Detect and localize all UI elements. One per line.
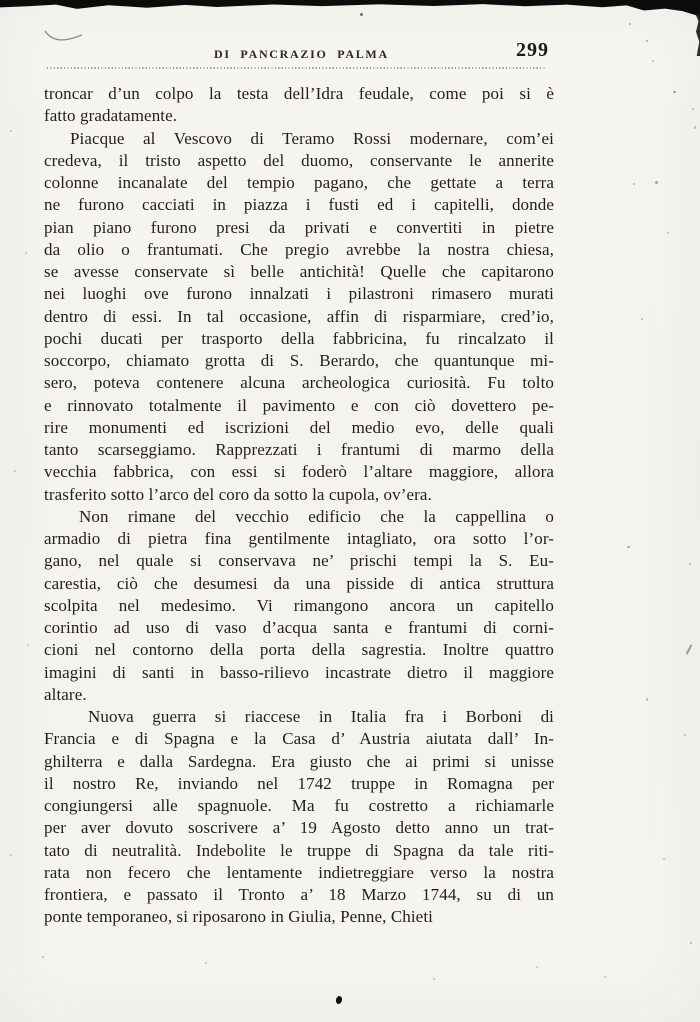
scan-artifact-top-bar (0, 0, 700, 18)
text-line: tanto scarseggiamo. Rapprezzati i frantumi di marmo della (44, 440, 554, 459)
scan-speck (360, 13, 363, 16)
text-line: gano, nel quale si conservava ne’ prischi tempi la S. Eu- (44, 551, 554, 571)
scan-speck (604, 976, 606, 978)
text-line: fatto gradatamente. (44, 106, 178, 126)
text-line: soccorpo, chiamato grotta di S. Berardo, che quantunque mi- (44, 351, 554, 370)
text-line: rata non fecero che lentamente indietreggiare verso la nostra (44, 862, 554, 882)
scan-speck (655, 181, 658, 184)
scan-speck (692, 108, 694, 110)
scan-speck (536, 966, 538, 968)
scan-speck (42, 956, 44, 958)
text-line: rire monumenti ed iscrizioni del medio evo, delle quali (44, 417, 554, 437)
text-line: corintio ad uso di vaso d’acqua santa e frantumi di corni- (44, 618, 554, 637)
text-line: carestia, ciò che desumesi da una pisside di antica struttura (44, 573, 554, 593)
scan-speck (673, 91, 676, 93)
text-line: se avesse conservate sì belle antichità! Quelle che capitarono (44, 262, 554, 281)
scan-speck (694, 126, 696, 129)
text-line: nei luoghi ove furono innalzati i pilastroni rimasero murati (44, 284, 554, 304)
page-number: 299 (516, 39, 549, 61)
text-line: ne furono cacciati in piazza i fusti ed i capitelli, donde (44, 195, 554, 215)
scan-speck (627, 546, 630, 548)
ink-dot-speck (335, 995, 343, 1004)
text-line: cioni nel contorno della porta della sagrestia. Inoltre quattro (44, 640, 554, 660)
header-dotted-rule (47, 67, 546, 69)
scan-scratch (686, 644, 693, 655)
scan-speck (690, 942, 692, 944)
running-title: DI PANCRAZIO PALMA (214, 47, 389, 61)
text-line: pochi ducati per trasporto della fabbricina, fu rincalzato il (44, 328, 554, 348)
text-line: scolpita nel medesimo. Vi rimangono ancora un capitello (44, 595, 554, 615)
scan-speck (689, 563, 691, 565)
paragraph (44, 706, 554, 929)
scan-speck (641, 318, 643, 320)
text-line: troncar d’un colpo la testa dell’Idra feudale, come poi si è (44, 84, 554, 103)
scan-artifact-right-edge (695, 14, 700, 56)
text-line: congiungersi alle spagnuole. Ma fu costretto a richiamarle (44, 796, 554, 815)
scan-speck (652, 60, 654, 62)
text-line: Piacque al Vescovo di Teramo Rossi modernare, com’ei (70, 128, 554, 148)
text-line: da olio o frantumati. Che pregio avrebbe la nostra chiesa, (44, 239, 554, 259)
text-line: vecchia fabbrica, con essi si foderò l’altare maggiore, allora (44, 462, 554, 482)
text-line: e rinnovato totalmente il pavimento e con ciò dovettero pe- (44, 395, 554, 415)
text-line: altare. (44, 684, 87, 704)
scan-speck (633, 183, 635, 185)
paragraph (44, 83, 554, 128)
text-line: ponte temporaneo, si riposarono in Giulia, Penne, Chieti (44, 907, 433, 927)
scan-speck (205, 962, 207, 964)
scan-speck (25, 252, 27, 254)
text-line: Francia e di Spagna e la Casa d’ Austria aiutata dall’ In- (44, 729, 554, 749)
scan-speck (629, 23, 631, 25)
text-line: colonne incanalate del tempio pagano, che gettate a terra (44, 173, 554, 192)
text-line: Nuova guerra si riaccese in Italia fra i Borboni di (88, 707, 554, 726)
text-line: dentro di essi. In tal occasione, affin di risparmiare, cred’io, (44, 306, 554, 326)
scan-speck (684, 734, 686, 736)
paragraph (44, 128, 554, 506)
text-line: trasferito sotto l’arco del coro da sotto la cupola, ov’era. (44, 484, 432, 504)
text-line: sero, poteva contenere alcuna archeologica curiosità. Fu tolto (44, 373, 554, 393)
scan-speck (667, 232, 669, 234)
text-line: tato di neutralità. Indebolite le truppe di Spagna da tale riti- (44, 840, 554, 860)
text-line: armadio di pietra fina gentilmente intagliato, ora sotto l’or- (44, 529, 554, 548)
scan-speck (433, 978, 435, 980)
text-line: frontiera, e passato il Tronto a’ 18 Marzo 1744, su di un (44, 885, 554, 904)
text-line: pian piano furono presi da privati e convertiti in pietre (44, 217, 554, 237)
scan-speck (10, 854, 12, 856)
scan-speck (27, 644, 29, 646)
scan-speck (663, 858, 665, 860)
paragraph (44, 506, 554, 706)
scan-speck (10, 130, 12, 132)
pen-scratch-arc (44, 28, 84, 46)
text-line: per aver dovuto soscrivere a’ 19 Agosto detto anno un trat- (44, 818, 554, 838)
scan-speck (14, 470, 16, 472)
text-line: imagini di santi in basso-rilievo incastrate dietro il maggiore (44, 662, 554, 682)
body-text (44, 83, 554, 929)
scan-speck (646, 698, 648, 701)
text-line: ghilterra e dalla Sardegna. Era giusto che ai primi si unisse (44, 751, 554, 771)
text-line: il nostro Re, inviando nel 1742 truppe in Romagna per (44, 773, 554, 793)
text-line: credeva, il tristo aspetto del duomo, conservante le annerite (44, 150, 554, 170)
scan-speck (646, 40, 648, 42)
text-line: Non rimane del vecchio edificio che la cappellina o (79, 506, 554, 526)
